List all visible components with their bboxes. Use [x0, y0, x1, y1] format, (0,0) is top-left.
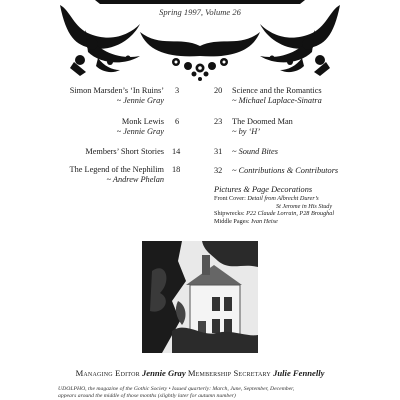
middle-pages-label: Middle Pages:	[214, 217, 250, 225]
page-number: 23	[214, 117, 223, 126]
page-number: 20	[214, 86, 223, 95]
page-number: 14	[172, 147, 181, 156]
editors-line	[0, 368, 400, 378]
shipwrecks-label: Shipwrecks:	[214, 210, 245, 218]
contents-entry	[232, 147, 278, 157]
article-author: ~ Jennie Gray	[116, 95, 164, 105]
middle-pages-text: Ivan Heise	[251, 217, 278, 225]
contents-entry	[232, 166, 338, 176]
article-author: ~ Jennie Gray	[116, 126, 164, 136]
decorations-credits	[214, 195, 394, 225]
front-cover-text2: St Jerome in His Study	[276, 202, 333, 210]
house-photograph	[142, 241, 258, 353]
article-title: Simon Marsden’s ‘In Ruins’	[69, 86, 164, 95]
contents-entry	[232, 117, 293, 136]
membership-secretary-label: Membership Secretary	[187, 368, 271, 378]
managing-editor-name: Jennie Gray	[141, 368, 186, 378]
shipwrecks-text: P22 Claude Lorrain, P28 Broughal	[246, 210, 335, 218]
membership-secretary-name: Julie Fennelly	[273, 368, 325, 378]
managing-editor-label: Managing Editor	[75, 368, 140, 378]
article-title: The Legend of the Nephilim	[69, 165, 164, 174]
contents-entry	[14, 147, 164, 157]
contents-entry	[14, 86, 164, 105]
page-number: 18	[172, 165, 181, 174]
footer-note	[58, 386, 358, 400]
page-number: 32	[214, 166, 223, 175]
contents-entry	[14, 165, 164, 184]
article-title: The Doomed Man	[232, 117, 293, 126]
decorations-heading: Pictures & Page Decorations	[214, 185, 313, 194]
footer-line: appears around the middle of those months (slightly later for autumn number)	[58, 393, 236, 399]
article-title: Monk Lewis	[121, 117, 164, 126]
contents-entry	[232, 86, 322, 105]
page-number: 31	[214, 147, 223, 156]
article-title: Members’ Short Stories	[85, 147, 164, 156]
issue-line: Spring 1997, Volume 26	[159, 7, 241, 17]
page-number: 3	[175, 86, 180, 95]
footer-line: UDOLPHO, the magazine of the Gothic Society • Issued quarterly: March, June, September, December,	[58, 386, 295, 392]
article-author: ~ by ‘H’	[232, 126, 260, 136]
page-number: 6	[175, 117, 180, 126]
article-title: Science and the Romantics	[232, 86, 322, 95]
front-cover-label: Front Cover:	[214, 195, 246, 202]
contents-entry	[14, 117, 164, 136]
front-cover-text: Detail from Albrecht Durer’s	[247, 195, 319, 202]
article-author: ~ Michael Laplace-Sinatra	[232, 95, 322, 105]
article-author: ~ Sound Bites	[232, 147, 278, 156]
article-author: ~ Andrew Phelan	[106, 174, 164, 184]
article-author: ~ Contributions & Contributors	[232, 166, 339, 175]
